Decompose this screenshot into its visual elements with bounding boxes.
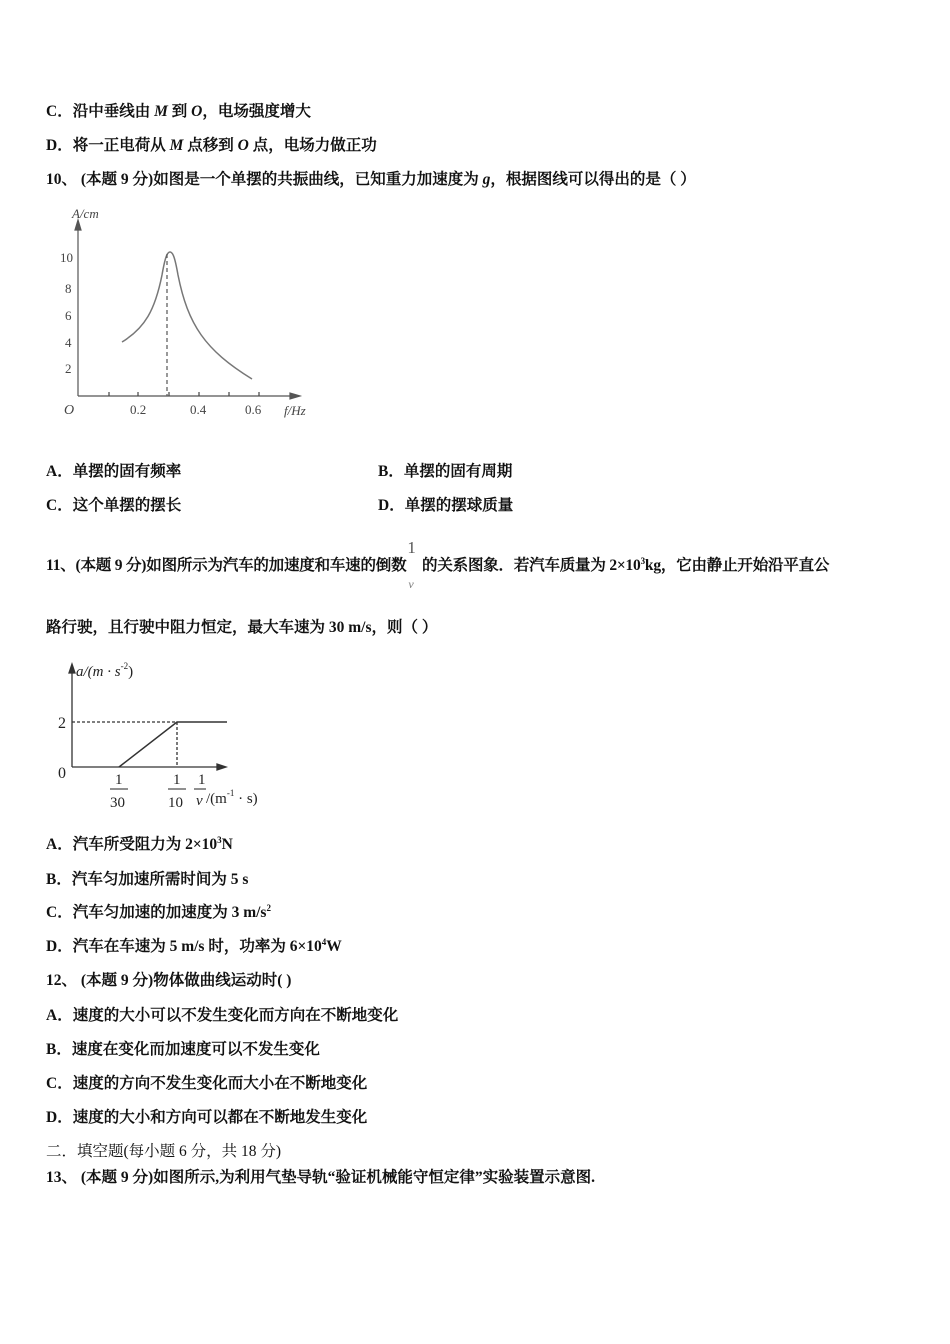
q10-stem: 10、 (本题 9 分)如图是一个单摆的共振曲线，已知重力加速度为 g，根据图线可以得出的是（ ）: [46, 171, 696, 188]
y-axis-arrow: [75, 220, 81, 230]
resonance-curve: [122, 252, 252, 379]
q10-option-c: C．这个单摆的摆长: [46, 497, 182, 514]
q11-option-c: C．汽车匀加速的加速度为 3 $m/s^2$: [46, 903, 271, 921]
x-label-unit: $/(m^{-1} \cdot s)$: [206, 788, 258, 807]
y-tick-2: 2: [58, 715, 66, 732]
y-tick: 10: [60, 250, 73, 265]
y-tick: 4: [65, 335, 72, 350]
x-tick: 0.4: [190, 402, 207, 417]
y-tick: 2: [65, 361, 72, 376]
y-tick: 6: [65, 308, 72, 323]
x-axis-label: f/Hz: [284, 403, 306, 418]
origin-label: 0: [58, 765, 66, 782]
acceleration-vs-inverse-speed-figure: [40, 650, 280, 820]
x-tick: 0.2: [130, 402, 147, 417]
q9-option-d: D．将一正电荷从 M 点移到 O 点，电场力做正功: [46, 137, 377, 154]
x-tick-num: 1: [173, 772, 181, 788]
q10-option-b: B．单摆的固有周期: [378, 463, 513, 480]
q11-option-b: B．汽车匀加速所需时间为 5 s: [46, 871, 249, 888]
q12-option-b: B．速度在变化而加速度可以不发生变化: [46, 1041, 320, 1058]
y-tick: 8: [65, 281, 72, 296]
q12-option-d: D．速度的大小和方向可以都在不断地发生变化: [46, 1109, 368, 1126]
x-label-den: v: [196, 793, 203, 809]
a-vs-inv-v-line: [119, 722, 227, 767]
q10-option-a: A．单摆的固有频率: [46, 463, 182, 480]
q12-stem: 12、 (本题 9 分)物体做曲线运动时( ): [46, 972, 292, 989]
q12-option-a: A．速度的大小可以不发生变化而方向在不断地变化: [46, 1007, 399, 1024]
x-tick-den: 10: [168, 795, 183, 811]
x-tick: 0.6: [245, 402, 262, 417]
x-tick-num: 1: [115, 772, 123, 788]
x-label-num: 1: [198, 772, 206, 788]
y-axis-label: A/cm: [72, 206, 99, 221]
q11-stem-line2: 路行驶，且行驶中阻力恒定，最大车速为 30 m/s，则（ ）: [46, 619, 438, 636]
q13-stem: 13、 (本题 9 分)如图所示,为利用气垫导轨“验证机械能守恒定律”实验装置示意图.: [46, 1169, 595, 1186]
section-heading-fill-in: 二．填空题(每小题 6 分，共 18 分): [46, 1143, 282, 1160]
origin-label: O: [64, 403, 75, 418]
x-axis-arrow: [290, 393, 300, 399]
q12-option-c: C．速度的方向不发生变化而大小在不断地变化: [46, 1075, 368, 1092]
q11-option-a: A．汽车所受阻力为 $2\times 10^3N$: [46, 835, 233, 853]
y-axis-label: $a/(m \cdot s^{-2})$: [76, 661, 134, 680]
resonance-curve-figure: [40, 200, 340, 430]
q11-stem: 11、(本题 9 分)如图所示为汽车的加速度和车速的倒数 1 v 的关系图象．若汽车质量为 $2\times 10^3kg$，它由静止开始沿平直公: [46, 538, 830, 591]
q10-option-d: D．单摆的摆球质量: [378, 497, 514, 514]
q11-option-d: D．汽车在车速为 5 m/s 时，功率为 $6\times 10^4W$: [46, 937, 342, 955]
x-tick-den: 30: [110, 795, 125, 811]
q9-option-c: C．沿中垂线由 M 到 O，电场强度增大: [46, 103, 311, 120]
